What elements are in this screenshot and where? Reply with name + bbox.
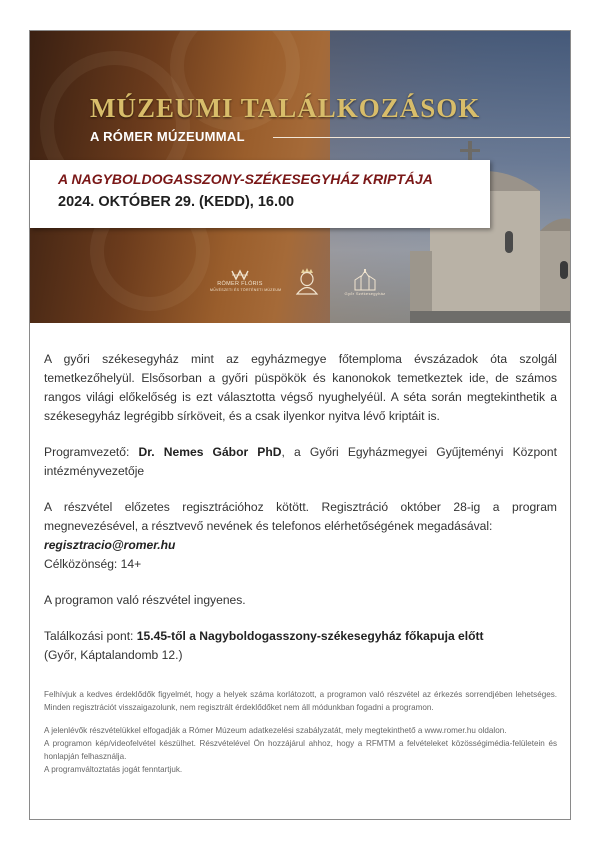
note-privacy: A jelenlévők részvételükkel elfogadják a Rómer Múzeum adatkezelési szabályzatát, mely megtekinthető a www.romer.hu oldalon.: [44, 726, 507, 735]
meeting-label: Találkozási pont:: [44, 629, 137, 643]
note-changes: A programváltoztatás jogát fenntartjuk.: [44, 765, 183, 774]
bust-logo: [292, 267, 322, 295]
meeting-point-line: [44, 627, 557, 646]
host-label: Programvezető:: [44, 445, 139, 459]
gyor-cathedral-logo: [342, 269, 388, 297]
subtitle-divider: [273, 137, 570, 138]
host-paragraph: [44, 443, 557, 481]
note-recording: A programon kép/videofelvétel készülhet. Részvételével Ön hozzájárul ahhoz, hogy a RFMTM a felvételeket közösségimédia-felületein és honlapján felhasználja.: [44, 739, 557, 761]
series-subtitle: A RÓMER MÚZEUMMAL: [90, 129, 245, 144]
registration-paragraph: A részvétel előzetes regisztrációhoz kötött. Regisztráció október 28-ig a program megnevezésével, a résztvevő nevének és telefonos elérhetőségének megadásával:: [44, 500, 557, 533]
registration-email[interactable]: regisztracio@romer.hu: [44, 538, 176, 552]
host-name: Dr. Nemes Gábor PhD: [138, 445, 282, 459]
event-heading-box: [30, 160, 490, 228]
crowned-bust-logo-icon: [294, 267, 320, 295]
audience-line: Célközönség: 14+: [44, 557, 142, 571]
registration-email-line: [44, 536, 557, 555]
event-date: 2024. OKTÓBER 29. (KEDD), 16.00: [58, 194, 295, 210]
gyor-logo-caption: Győr Székesegyház: [344, 291, 386, 296]
meeting-point: 15.45-től a Nagyboldogasszony-székesegyház főkapuja előtt: [136, 629, 484, 643]
meeting-address: (Győr, Káptalandomb 12.): [44, 648, 183, 662]
romer-logo-caption: RÓMER FLÓRIS: [217, 281, 263, 287]
event-description: [44, 350, 557, 776]
intro-paragraph: A győri székesegyház mint az egyházmegye főtemploma évszázadok óta szolgál temetkezőhelyül. Elsősorban a győri püspökök és kanonokok temetkeztek ide, de számos rangos világi előkelőség is ezt választotta végső nyughelyéül. A séta során megtekinthetik a székesegyház legrégibb sírköveit, és a csak ilyenkor nyitva lévő kriptáit is.: [44, 352, 557, 423]
note-registration: Felhívjuk a kedves érdeklődők figyelmét, hogy a helyek száma korlátozott, a programon való részvétel az érkezés sorrendjében lehetséges. Minden regisztrációt visszaigazolunk, nem regisztrált érdeklődőket nem áll módunkban fogadni a programon.: [44, 690, 557, 712]
series-title: MÚZEUMI TALÁLKOZÁSOK: [90, 93, 481, 123]
romer-floris-logo: [210, 269, 282, 293]
romer-logo-caption-small: MŰVÉSZETI ÉS TÖRTÉNETI MÚZEUM: [210, 288, 282, 292]
romer-floris-logo-icon: [231, 269, 249, 281]
free-entry-line: A programon való részvétel ingyenes.: [44, 593, 246, 607]
host-role: , a Győri Egyházmegyei Gyűjteményi Központ intézményvezetője: [44, 445, 557, 478]
church-building-logo-icon: [352, 269, 378, 291]
event-title: A NAGYBOLDOGASSZONY-SZÉKESEGYHÁZ KRIPTÁJA: [58, 171, 433, 187]
